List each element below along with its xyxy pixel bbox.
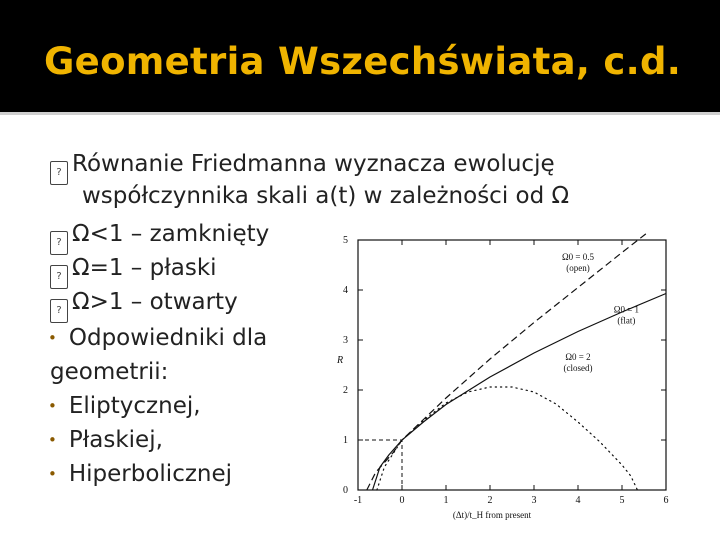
bullet-text: Ω>1 – otwarty: [72, 289, 238, 315]
missing-glyph-icon: ?: [50, 231, 68, 255]
bullet-text: geometrii:: [50, 359, 169, 385]
x-tick-label: 0: [399, 495, 405, 506]
bullet-line-5: [50, 288, 238, 323]
bullet-text: Równanie Friedmanna wyznacza ewolucję: [72, 151, 555, 177]
x-tick-label: 5: [619, 495, 625, 506]
bullet-line-1: [50, 150, 555, 185]
y-tick-label: 1: [343, 435, 348, 446]
slide-title: Geometria Wszechświata, c.d.: [44, 40, 682, 83]
bullet-marker: •: [48, 465, 57, 483]
bullet-text: współczynnika skali a(t) w zależności od Ω: [82, 183, 570, 209]
missing-glyph-icon: ?: [50, 161, 68, 185]
series-label: Ω0 = 1: [613, 304, 640, 315]
x-tick-label: 2: [487, 495, 493, 506]
bullet-text: Eliptycznej,: [68, 393, 201, 419]
bullet-line-6: [48, 324, 267, 352]
x-tick-label: -1: [353, 495, 363, 506]
series-label: Ω0 = 0.5: [561, 252, 595, 262]
series-note: (open): [566, 263, 590, 273]
bullet-line-7: [50, 358, 168, 386]
bullet-marker: •: [48, 431, 57, 449]
bullet-line-10: [48, 460, 232, 488]
x-tick-label: 1: [443, 495, 449, 506]
y-tick-label: 5: [343, 235, 348, 246]
missing-glyph-icon: ?: [50, 265, 68, 289]
x-tick-label: 6: [663, 495, 669, 506]
bullet-marker: •: [48, 329, 57, 347]
y-tick-label: 3: [343, 335, 348, 346]
x-tick-label: 4: [575, 495, 581, 506]
missing-glyph-icon: ?: [50, 299, 68, 323]
y-tick-label: 2: [343, 385, 348, 396]
y-tick-label: 0: [343, 485, 348, 496]
bullet-line-2: [82, 182, 569, 210]
scale-factor-chart: [328, 232, 674, 520]
bullet-text: Ω=1 – płaski: [72, 255, 217, 281]
series-line-1: [367, 232, 657, 490]
bullet-marker: •: [48, 397, 57, 415]
x-axis-label: (Δt)/t_H from present: [452, 510, 532, 520]
bullet-text: Ω<1 – zamknięty: [72, 221, 270, 247]
bullet-text: Odpowiedniki dla: [68, 325, 268, 351]
title-divider: [0, 112, 720, 115]
bullet-line-8: [48, 392, 201, 420]
series-label: Ω0 = 2: [565, 352, 591, 362]
bullet-line-9: [48, 426, 163, 454]
bullet-line-4: [50, 254, 217, 289]
bullet-line-3: [50, 220, 269, 255]
bullet-text: Hiperbolicznej: [68, 461, 233, 487]
series-note: (closed): [563, 363, 593, 373]
series-note: (flat): [617, 315, 636, 326]
series-line-3: [377, 387, 638, 490]
y-axis-label: R: [336, 355, 344, 366]
x-tick-label: 3: [531, 495, 537, 506]
bullet-text: Płaskiej,: [68, 427, 163, 453]
y-tick-label: 4: [343, 285, 348, 296]
